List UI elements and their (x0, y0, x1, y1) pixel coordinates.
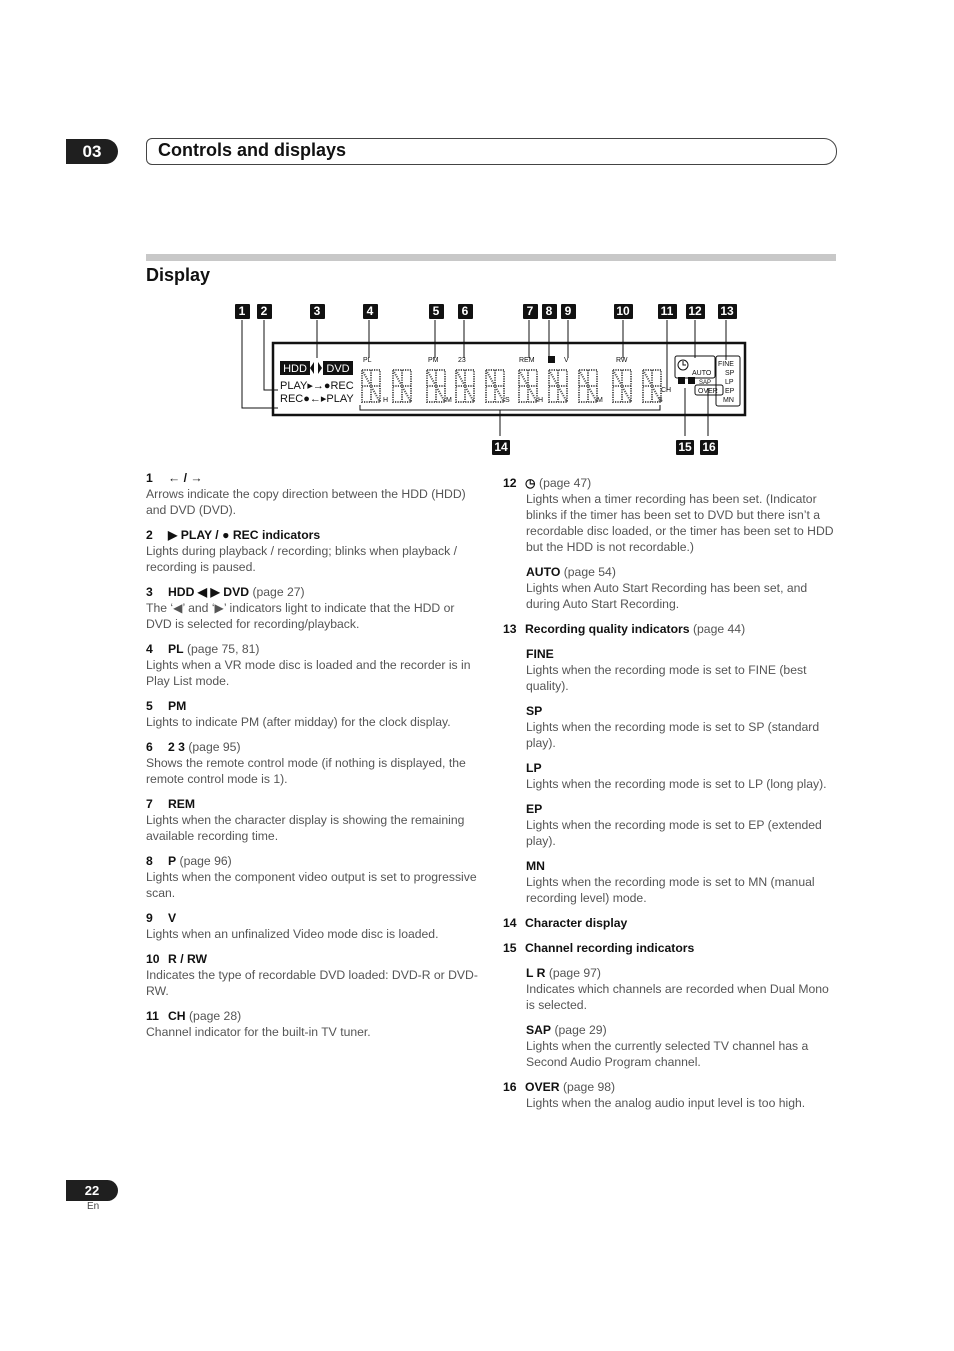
panel-v: V (564, 357, 569, 364)
character-cell-segments (427, 370, 445, 402)
item-page-ref: (page 75, 81) (186, 642, 260, 656)
panel-h1: H (383, 397, 389, 404)
item-title: ◷ (525, 476, 536, 490)
item-page-ref: (page 98) (562, 1080, 616, 1094)
panel-play-rec: PLAY▸→●REC (280, 380, 354, 392)
right-column (503, 475, 838, 1120)
item-description: Indicates the type of recordable DVD loaded: DVD-R or DVD-RW. (146, 968, 478, 998)
panel-over: OVER (698, 388, 718, 395)
panel-m2: M (597, 397, 603, 404)
panel-rec-play: REC●←▸PLAY (280, 393, 354, 405)
item-title: R / RW (168, 952, 208, 966)
character-display-segments (362, 370, 661, 402)
item-number: 3 (146, 585, 153, 599)
item-heading (503, 1079, 838, 1095)
callout-tag: 1 (235, 304, 250, 319)
item-number: 16 (503, 1080, 517, 1094)
item-heading (503, 940, 838, 956)
item-description: Indicates which channels are recorded when Dual Mono is selected. (526, 982, 829, 1012)
item-number: 9 (146, 911, 153, 925)
item-number: 12 (503, 476, 517, 490)
item-title: LP (526, 761, 542, 775)
item-number: 5 (146, 699, 153, 713)
item-page-ref: (page 27) (252, 585, 305, 599)
item-heading (146, 641, 482, 657)
item-title: OVER (525, 1080, 560, 1094)
item-heading (146, 698, 482, 714)
chapter-number: 03 (66, 139, 118, 164)
item-number: 1 (146, 471, 153, 485)
character-cell-segments (486, 370, 504, 402)
item-description: Lights when the currently selected TV channel has a Second Audio Program channel. (526, 1039, 809, 1069)
panel-hdd: HDD (283, 363, 307, 375)
item-description: Lights when the character display is showing the remaining available recording time. (146, 813, 465, 843)
item-page-ref: (page 54) (563, 565, 616, 579)
item-title: PM (168, 699, 187, 713)
character-cell-segments (549, 370, 567, 402)
callout-tag: 3 (310, 304, 325, 319)
description-item (503, 858, 838, 906)
description-item (146, 584, 482, 632)
item-heading (146, 739, 482, 755)
item-description: Lights when the recording mode is set to SP (standard play). (526, 720, 820, 750)
item-page-ref: (page 44) (692, 622, 746, 636)
item-description: Lights when the recording mode is set to MN (manual recording level) mode. (526, 875, 815, 905)
description-item (503, 1022, 838, 1070)
description-item (503, 965, 838, 1013)
display-panel-diagram (230, 320, 760, 440)
item-description: Lights when the analog audio input level is too high. (526, 1096, 806, 1110)
description-item (146, 796, 482, 844)
item-description: Lights when a VR mode disc is loaded and the recorder is in Play List mode. (146, 658, 471, 688)
item-number: 6 (146, 740, 153, 754)
character-cell-segments (456, 370, 474, 402)
item-description: Lights to indicate PM (after midday) for the clock display. (146, 715, 451, 729)
item-heading (503, 475, 838, 491)
item-number: 2 (146, 528, 153, 542)
item-title: FINE (526, 647, 554, 661)
description-item (146, 853, 482, 901)
item-page-ref: (page 95) (188, 740, 241, 754)
item-heading (503, 760, 838, 776)
description-item (146, 1008, 482, 1040)
item-title: CH (168, 1009, 186, 1023)
description-item (503, 940, 838, 956)
callout-tag: 7 (523, 304, 538, 319)
item-description: Lights when Auto Start Recording has been set, and during Auto Start Recording. (526, 581, 808, 611)
item-number: 4 (146, 642, 153, 656)
item-title: Character display (525, 916, 628, 930)
callout-tag: 10 (614, 304, 633, 319)
item-page-ref: (page 96) (179, 854, 232, 868)
panel-h2: H (538, 397, 544, 404)
panel-sp: SP (725, 370, 735, 377)
item-heading (503, 703, 838, 719)
panel-sap: SAP (699, 380, 712, 386)
character-cell-segments (393, 370, 411, 402)
item-description: Shows the remote control mode (if nothing is displayed, the remote control mode is 1). (146, 756, 466, 786)
item-number: 14 (503, 916, 517, 930)
item-description: Channel indicator for the built-in TV tuner. (146, 1025, 371, 1039)
description-item (503, 646, 838, 694)
item-description: Lights when the component video output is set to progressive scan. (146, 870, 477, 900)
callout-tag: 13 (718, 304, 737, 319)
item-page-ref: (page 47) (539, 476, 592, 490)
panel-pm: PM (428, 357, 439, 364)
item-number: 10 (146, 952, 160, 966)
item-title: EP (526, 802, 543, 816)
item-heading (503, 646, 838, 662)
page-number: 22 (66, 1180, 118, 1201)
panel-rem: REM (519, 357, 535, 364)
description-item (146, 641, 482, 689)
item-page-ref: (page 28) (189, 1009, 242, 1023)
callout-tag: 5 (429, 304, 444, 319)
item-title: V (168, 911, 177, 925)
callout-tag: 9 (561, 304, 576, 319)
description-item (146, 739, 482, 787)
callout-tag: 15 (676, 440, 694, 455)
description-item (503, 801, 838, 849)
item-heading (146, 1008, 482, 1024)
item-number: 8 (146, 854, 153, 868)
item-description: Lights when an unfinalized Video mode disc is loaded. (146, 927, 439, 941)
item-heading (146, 527, 482, 543)
description-item (503, 703, 838, 751)
panel-ep: EP (725, 388, 735, 395)
item-description: Lights during playback / recording; blinks when playback / recording is paused. (146, 544, 457, 574)
item-description: Lights when a timer recording has been set. (Indicator blinks if the timer has been set to DVD but there isn’t a recordable disc loaded, or the timer has been set to HDD but the HDD is not recordable.) (526, 492, 834, 554)
character-cell-segments (519, 370, 537, 402)
description-item (503, 1079, 838, 1111)
description-item (146, 527, 482, 575)
item-description: Lights when the recording mode is set to FINE (best quality). (526, 663, 807, 693)
panel-pl: PL (363, 357, 372, 364)
character-cell-segments (579, 370, 597, 402)
item-description: The ‘◀’ and ‘▶’ indicators light to indicate that the HDD or DVD is selected for recording/playback. (146, 601, 455, 631)
callout-tag: 11 (658, 304, 677, 319)
panel-lp: LP (725, 379, 734, 386)
callout-tag: 12 (686, 304, 705, 319)
panel-mn: MN (723, 397, 734, 404)
item-description: Lights when the recording mode is set to EP (extended play). (526, 818, 822, 848)
callout-tag: 14 (492, 440, 510, 455)
callout-tag: 4 (363, 304, 378, 319)
callout-tag: 8 (542, 304, 557, 319)
panel-rw: RW (616, 357, 628, 364)
panel-fine: FINE (718, 361, 734, 368)
panel-23: 23 (458, 357, 466, 364)
item-heading (146, 584, 482, 600)
panel-auto: AUTO (692, 370, 712, 377)
item-number: 7 (146, 797, 153, 811)
item-heading (503, 564, 838, 580)
item-title: MN (526, 859, 545, 873)
description-item (146, 951, 482, 999)
item-heading (503, 915, 838, 931)
description-item (146, 698, 482, 730)
item-title: P (168, 854, 177, 868)
item-heading (503, 1022, 838, 1038)
description-item (503, 915, 838, 931)
item-page-ref: (page 29) (554, 1023, 607, 1037)
callout-tag: 16 (700, 440, 718, 455)
description-item (146, 910, 482, 942)
item-page-ref: (page 97) (548, 966, 601, 980)
panel-s1: S (505, 397, 510, 404)
item-title: SAP (526, 1023, 552, 1037)
description-item (503, 475, 838, 555)
character-cell-segments (362, 370, 380, 402)
item-number: 11 (146, 1009, 159, 1023)
page-language: En (87, 1201, 100, 1212)
panel-s2: S (658, 397, 663, 404)
description-item (503, 621, 838, 637)
item-title: Recording quality indicators (525, 622, 690, 636)
panel-m1: M (446, 397, 452, 404)
item-number: 13 (503, 622, 517, 636)
item-title: ← / → (168, 471, 203, 485)
item-heading (146, 796, 482, 812)
section-divider (146, 254, 836, 261)
item-title: SP (526, 704, 543, 718)
description-item (503, 564, 838, 612)
item-title: AUTO (526, 565, 561, 579)
panel-p-icon (548, 356, 555, 363)
item-heading (503, 621, 838, 637)
chapter-title: Controls and displays (158, 140, 347, 160)
item-heading (146, 470, 482, 486)
section-title: Display (146, 265, 211, 285)
item-heading (503, 965, 838, 981)
panel-ch: CH (661, 387, 672, 394)
item-title: REM (168, 797, 196, 811)
item-heading (503, 801, 838, 817)
panel-dvd: DVD (326, 363, 350, 375)
description-item (503, 760, 838, 792)
character-cell-segments (613, 370, 631, 402)
callout-tag: 2 (257, 304, 272, 319)
item-title: L R (526, 966, 546, 980)
item-heading (503, 858, 838, 874)
item-title: HDD ◀ ▶ DVD (168, 585, 250, 599)
item-title: 2 3 (168, 740, 185, 754)
callout-tag: 6 (458, 304, 473, 319)
character-cell-segments (643, 370, 661, 402)
item-description: Lights when the recording mode is set to LP (long play). (526, 777, 827, 791)
left-column (146, 470, 482, 1049)
item-heading (146, 951, 482, 967)
item-description: Arrows indicate the copy direction between the HDD (HDD) and DVD (DVD). (146, 487, 466, 517)
item-title: PL (168, 642, 184, 656)
item-heading (146, 910, 482, 926)
item-number: 15 (503, 941, 517, 955)
item-title: ▶ PLAY / ● REC indicators (168, 528, 321, 542)
item-title: Channel recording indicators (525, 941, 695, 955)
item-heading (146, 853, 482, 869)
description-item (146, 470, 482, 518)
